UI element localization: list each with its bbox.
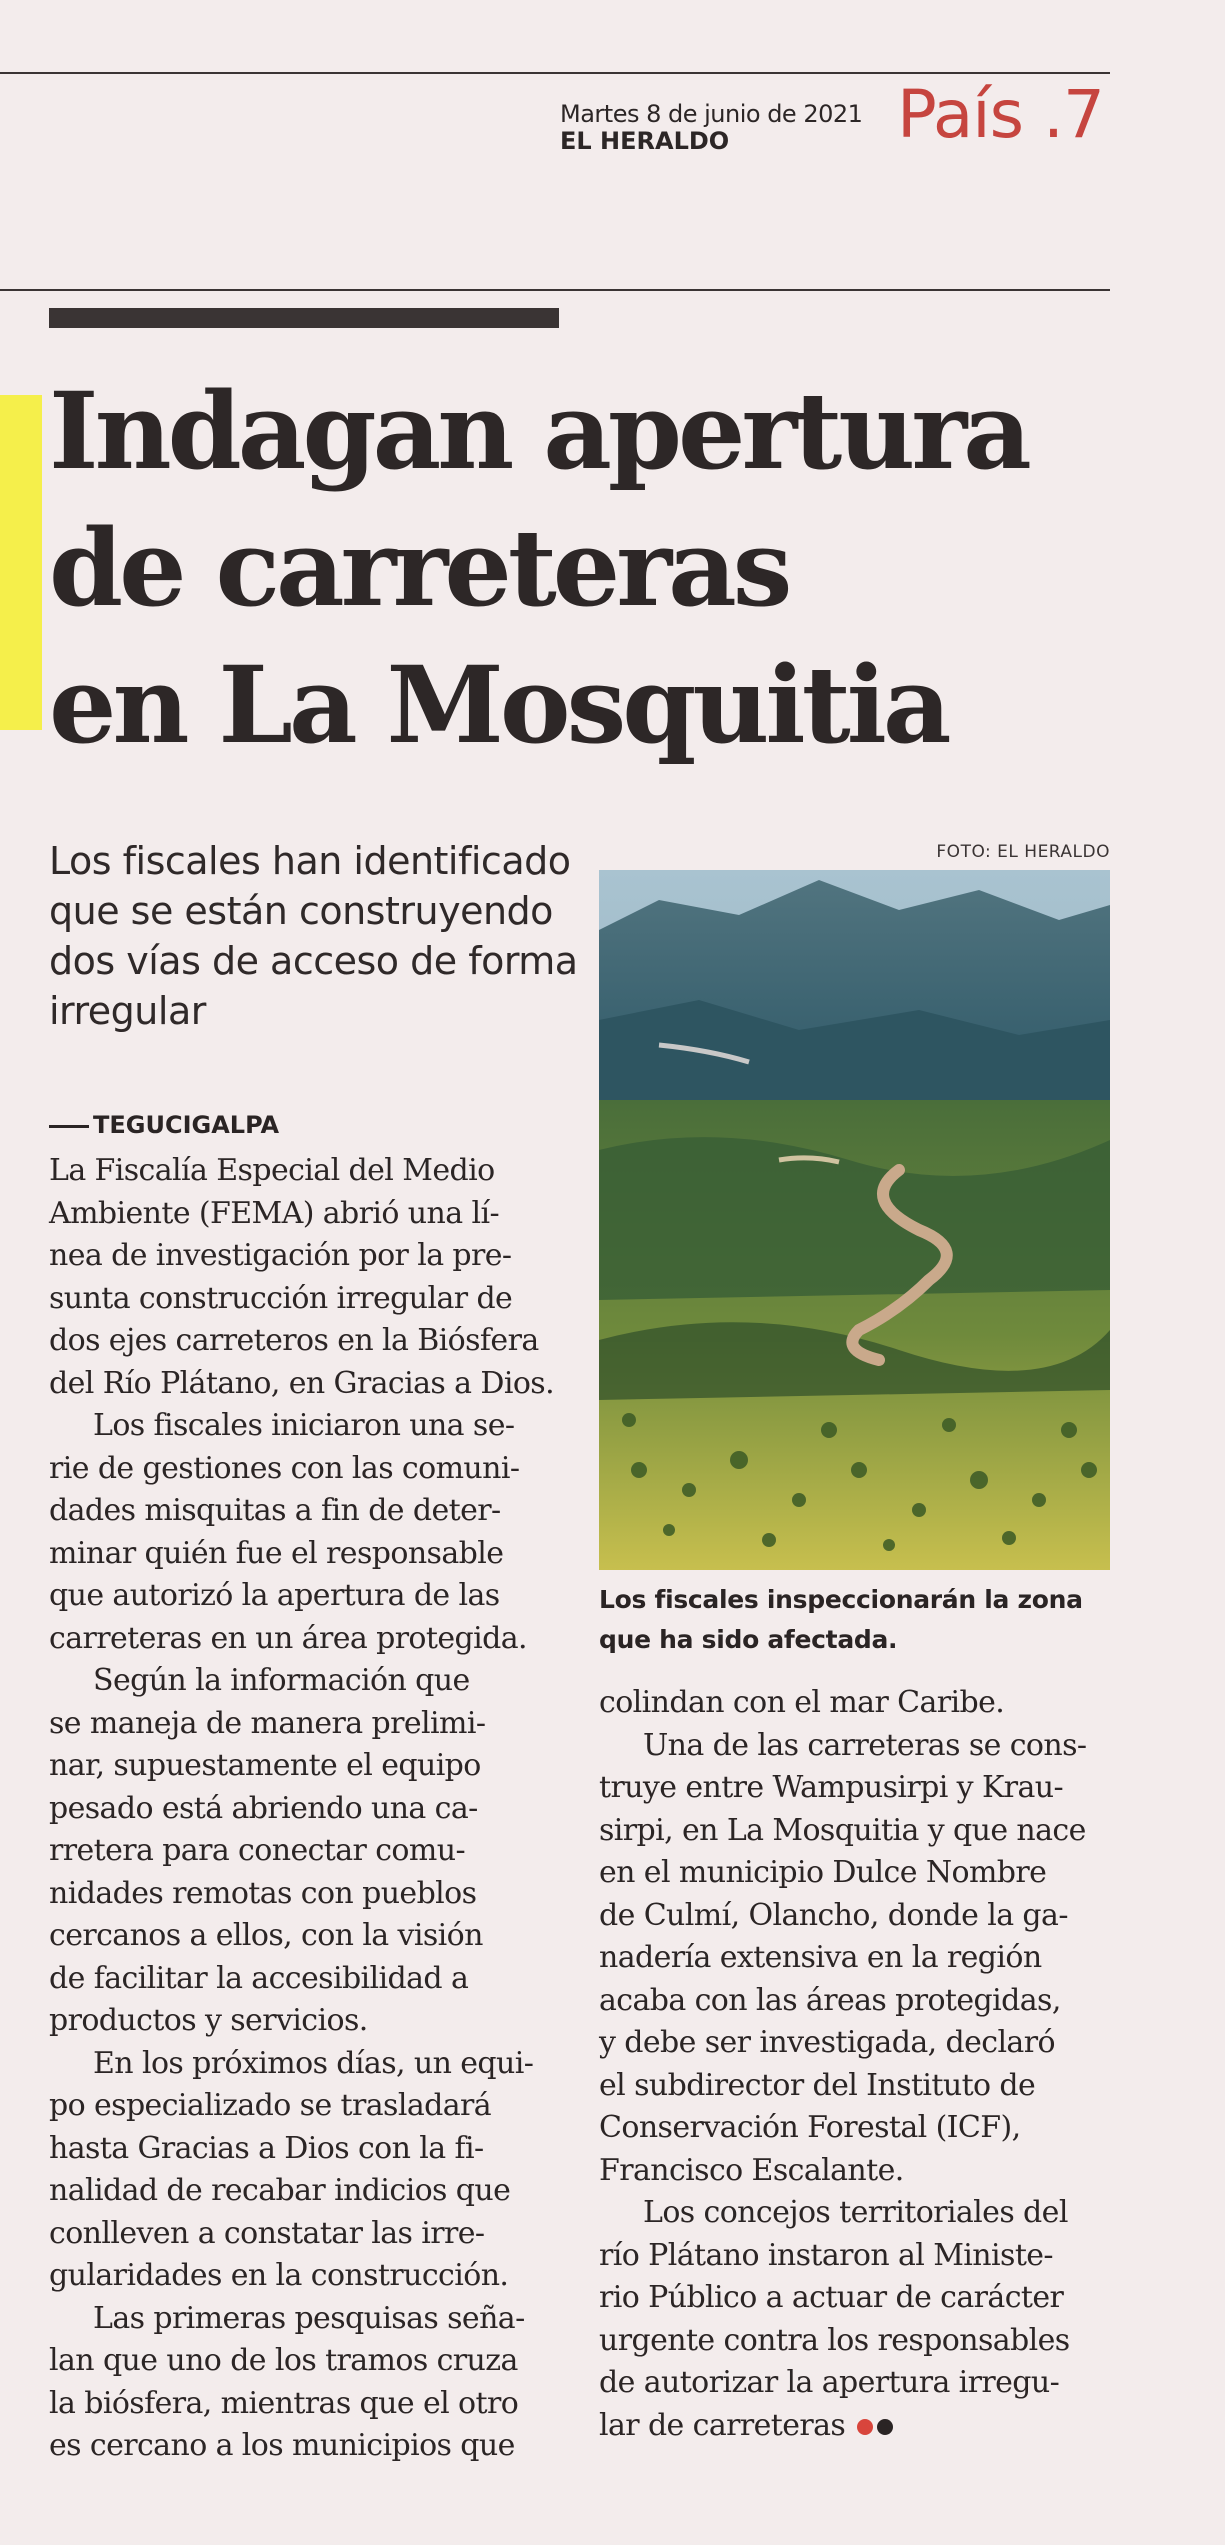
body-line: lan que uno de los tramos cruza — [49, 2343, 518, 2378]
subheadline: Los fiscales han identificado que se están construyendo dos vías de acceso de forma irregular — [49, 839, 578, 1033]
body-line: y debe ser investigada, declaró — [599, 2025, 1055, 2060]
body-line: rio Público a actuar de carácter — [599, 2280, 1064, 2315]
body-line: po especializado se trasladará — [49, 2088, 492, 2123]
body-line: hasta Gracias a Dios con la fi- — [49, 2130, 484, 2166]
body-line: cercanos a ellos, con la visión — [49, 1918, 483, 1953]
body-line-text: lar de carreteras — [599, 2407, 846, 2443]
headline — [49, 362, 1199, 773]
body-line: de Culmí, Olancho, donde la ga- — [599, 1897, 1068, 1933]
body-line: minar quién fue el responsable — [49, 1535, 504, 1571]
body-line: dos ejes carreteros en la Biósfera — [49, 1323, 539, 1358]
body-line: de facilitar la accesibilidad a — [49, 1960, 469, 1996]
body-line: del Río Plátano, en Gracias a Dios. — [49, 1365, 555, 1401]
body-line-last — [599, 2405, 1111, 2448]
end-dot-red — [857, 2419, 873, 2435]
body-line: nalidad de recabar indicios que — [49, 2173, 511, 2208]
photo-caption: Los fiscales inspeccionarán la zona que ha sido afectada. — [599, 1585, 1083, 1654]
body-line: Una de las carreteras se cons- — [643, 1727, 1087, 1763]
dateline — [49, 1111, 279, 1139]
body-line: sunta construcción irregular de — [49, 1280, 513, 1316]
body-line: la biósfera, mientras que el otro — [49, 2385, 519, 2421]
body-line: truye entre Wampusirpi y Krau- — [599, 1770, 1064, 1805]
body-line: nar, supuestamente el equipo — [49, 1748, 481, 1783]
body-line: pesado está abriendo una ca- — [49, 1790, 478, 1826]
body-line: en el municipio Dulce Nombre — [599, 1855, 1047, 1890]
body-line: nadería extensiva en la región — [599, 1940, 1042, 1975]
end-dot-dark — [877, 2419, 893, 2435]
body-line: Las primeras pesquisas seña- — [93, 2300, 525, 2336]
body-line: se maneja de manera prelimi- — [49, 1705, 486, 1741]
body-line: Ambiente (FEMA) abrió una lí- — [49, 1195, 499, 1231]
highlighter-mark — [0, 395, 42, 730]
body-line: Conservación Forestal (ICF), — [599, 2110, 1021, 2145]
body-line: dades misquitas a fin de deter- — [49, 1493, 501, 1528]
section-page-label: País .7 — [897, 76, 1104, 153]
landscape-river-photo — [599, 870, 1110, 1570]
dateline-dash — [49, 1125, 89, 1128]
body-line: el subdirector del Instituto de — [599, 2067, 1036, 2103]
body-line: La Fiscalía Especial del Medio — [49, 1153, 495, 1188]
body-line: sirpi, en La Mosquitia y que nace — [599, 1812, 1086, 1848]
body-line: urgente contra los responsables — [599, 2322, 1070, 2358]
body-line: productos y servicios. — [49, 2003, 368, 2038]
body-line: colindan con el mar Caribe. — [599, 1685, 1005, 1720]
body-line: acaba con las áreas protegidas, — [599, 1982, 1061, 2018]
body-line: Según la información que — [93, 1663, 470, 1698]
body-line: carreteras en un área protegida. — [49, 1620, 527, 1656]
body-line: rie de gestiones con las comuni- — [49, 1450, 520, 1486]
body-line: Francisco Escalante. — [599, 2152, 904, 2188]
body-line: que autorizó la apertura de las — [49, 1578, 500, 1613]
end-of-article-mark — [845, 2408, 893, 2443]
kicker-bar — [49, 308, 559, 328]
headline-line-1: Indagan apertura — [49, 368, 1028, 493]
body-line: Los concejos territoriales del — [643, 2195, 1068, 2230]
body-line: de autorizar la apertura irregu- — [599, 2365, 1060, 2400]
body-line: Los fiscales iniciaron una se- — [93, 1408, 515, 1443]
body-line: conlleven a constatar las irre- — [49, 2215, 485, 2251]
body-line: nidades remotas con pueblos — [49, 1875, 477, 1911]
top-rule — [0, 72, 1110, 74]
photo-credit: FOTO: EL HERALDO — [936, 842, 1110, 862]
photo-illustration — [599, 870, 1110, 1570]
body-line: gularidades en la construcción. — [49, 2258, 509, 2293]
body-line: rretera para conectar comu- — [49, 1833, 465, 1868]
body-line: nea de investigación por la pre- — [49, 1238, 512, 1273]
body-line: río Plátano instaron al Ministe- — [599, 2237, 1053, 2273]
dateline-city: TEGUCIGALPA — [93, 1111, 280, 1139]
headline-line-3: en La Mosquitia — [49, 642, 948, 767]
body-line: En los próximos días, un equi- — [93, 2045, 534, 2081]
body-column-1 — [49, 1150, 559, 2468]
issue-date: Martes 8 de junio de 2021 — [560, 100, 863, 128]
newspaper-name: EL HERALDO — [560, 127, 730, 155]
header-bottom-rule — [0, 289, 1110, 291]
headline-line-2: de carreteras — [49, 505, 789, 630]
body-line: es cercano a los municipios que — [49, 2428, 515, 2463]
body-column-2 — [599, 1682, 1111, 2447]
